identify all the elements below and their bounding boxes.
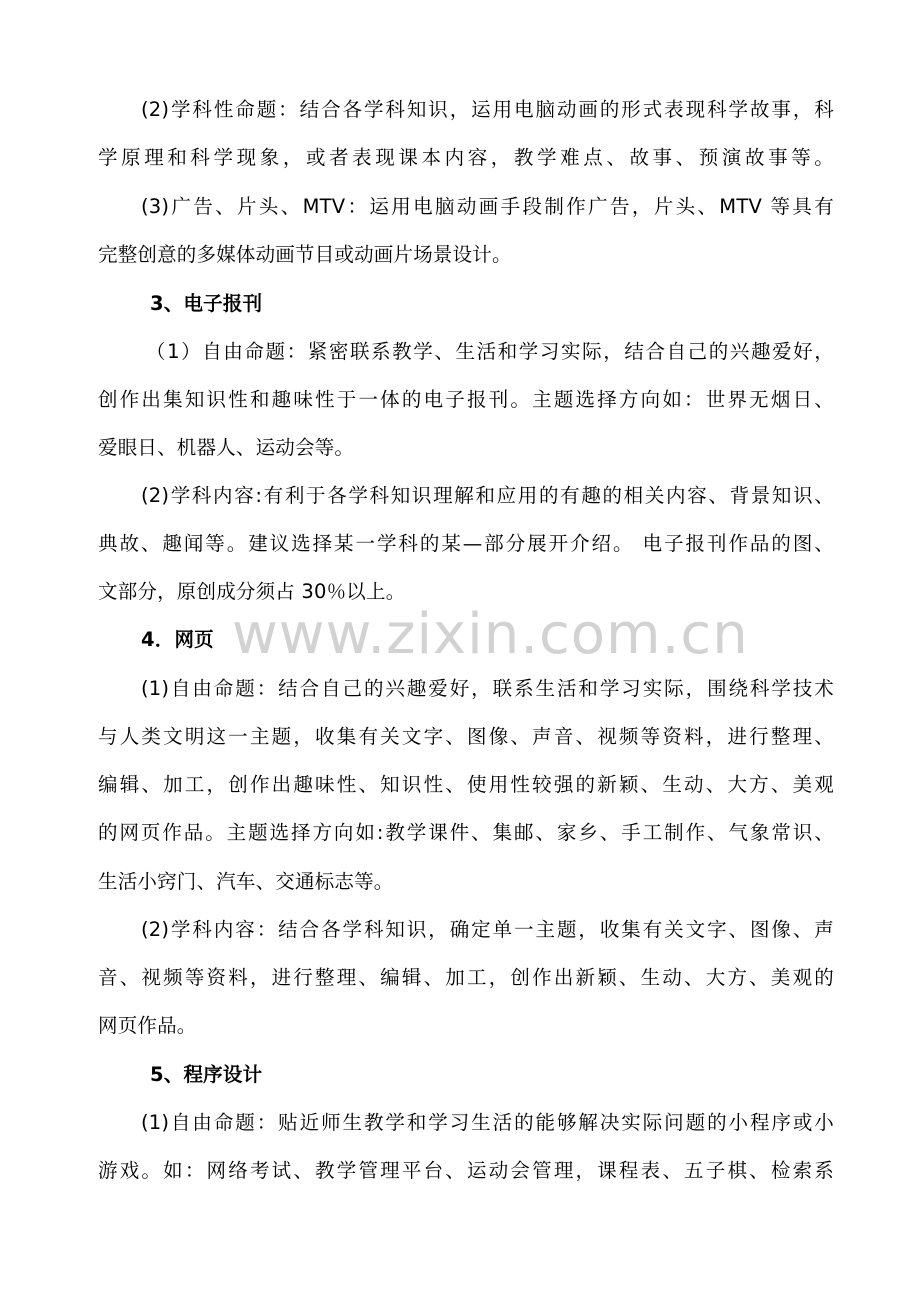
paragraph-line: 文部分，原创成分须占 30％以上。 <box>98 580 406 603</box>
paragraph-line: (2)学科内容:有利于各学科知识理解和应用的有趣的相关内容、背景知识、 <box>141 484 834 507</box>
paragraph-line: (3)广告、片头、MTV：运用电脑动画手段制作广告，片头、MTV 等具有 <box>141 195 834 218</box>
paragraph-line: 编辑、加工，创作出趣味性、知识性、使用性较强的新颖、生动、大方、美观 <box>98 773 834 796</box>
paragraph-line: 生活小窍门、汽车、交通标志等。 <box>98 870 394 893</box>
paragraph-line: 网页作品。 <box>98 1014 197 1037</box>
paragraph-line: (1)自由命题：结合自己的兴趣爱好，联系生活和学习实际，围绕科学技术 <box>141 677 834 700</box>
section-heading: 4．网页 <box>141 628 214 651</box>
paragraph-line: 完整创意的多媒体动画节目或动画片场景设计。 <box>98 243 512 266</box>
paragraph-line: （1）自由命题：紧密联系教学、生活和学习实际，结合自己的兴趣爱好， <box>146 340 834 363</box>
paragraph-line: 创作出集知识性和趣味性于一体的电子报刊。主题选择方向如：世界无烟日、 <box>98 388 834 411</box>
section-heading: 3、电子报刊 <box>150 292 263 315</box>
paragraph-line: 与人类文明这一主题，收集有关文字、图像、声音、视频等资料，进行整理、 <box>98 725 834 748</box>
paragraph-line: 的网页作品。主题选择方向如:教学课件、集邮、家乡、手工制作、气象常识、 <box>98 821 834 844</box>
paragraph-line: 音、视频等资料，进行整理、编辑、加工，创作出新颖、生动、大方、美观的 <box>98 966 834 989</box>
paragraph-line: 游戏。如：网络考试、教学管理平台、运动会管理，课程表、五子棋、检索系 <box>98 1159 834 1182</box>
paragraph-line: 爱眼日、机器人、运动会等。 <box>98 436 355 459</box>
paragraph-line: (1)自由命题：贴近师生教学和学习生活的能够解决实际问题的小程序或小 <box>141 1111 834 1134</box>
paragraph-line: 典故、趣闻等。建议选择某一学科的某—部分展开介绍。 电子报刊作品的图、 <box>98 532 834 555</box>
paragraph-line: (2)学科内容：结合各学科知识，确定单一主题，收集有关文字、图像、声 <box>141 918 834 941</box>
section-heading: 5、程序设计 <box>150 1063 263 1086</box>
paragraph-line: 学原理和科学现象，或者表现课本内容，教学难点、故事、预演故事等。 <box>98 146 834 169</box>
paragraph-line: (2)学科性命题：结合各学科知识，运用电脑动画的形式表现科学故事，科 <box>141 98 834 121</box>
watermark: www.zixin.com.cn <box>232 602 749 667</box>
